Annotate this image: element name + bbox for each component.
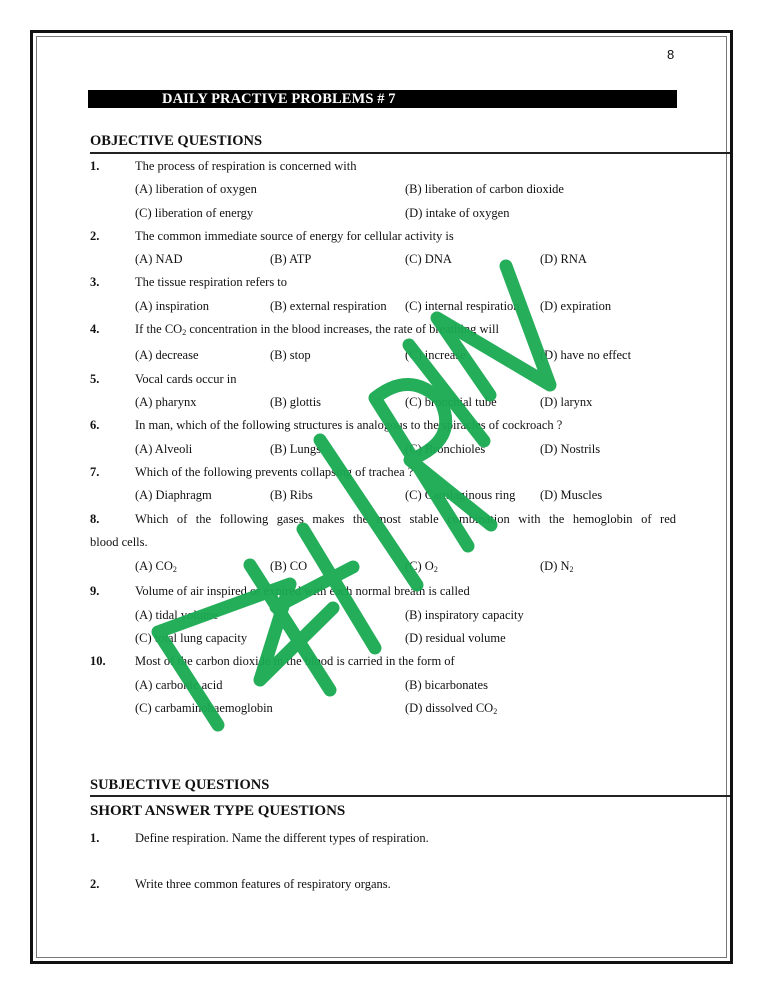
option-c: (C) carbaminohaemoglobin	[135, 701, 273, 715]
question-text: Define respiration. Name the different types of respiration.	[135, 831, 429, 845]
question-text-part: concentration in the blood increases, the rate of breathing will	[186, 322, 499, 336]
option-text: (C) O	[405, 559, 434, 573]
subscript: 2	[569, 565, 574, 574]
question-number: 8.	[90, 512, 100, 526]
option-text: (D) dissolved CO	[405, 701, 494, 715]
question-text-part: If the CO	[135, 322, 183, 336]
subscript: 2	[493, 707, 498, 716]
option-b: (B) Ribs	[270, 488, 313, 502]
subjective-heading: SUBJECTIVE QUESTIONS	[90, 777, 270, 793]
subjective-rule	[90, 795, 730, 797]
option-b: (B) inspiratory capacity	[405, 608, 524, 622]
question-text: Which of the following prevents collapsing of trachea ?	[135, 465, 414, 479]
question-text: The tissue respiration refers to	[135, 275, 288, 289]
question-text: Volume of air inspired or expired with each normal breath is called	[135, 584, 470, 598]
option-a: (A) decrease	[135, 348, 199, 362]
question-text: Which of the following gases makes the most stable combination with the hemoglobin of red	[135, 512, 676, 526]
question-number: 2.	[90, 229, 100, 243]
option-b: (B) bicarbonates	[405, 678, 488, 692]
short-answer-heading: SHORT ANSWER TYPE QUESTIONS	[90, 803, 346, 819]
option-b: (B) Lungs	[270, 442, 322, 456]
question-number: 3.	[90, 275, 100, 289]
question-text: Write three common features of respiratory organs.	[135, 877, 391, 891]
question-number: 4.	[90, 322, 100, 336]
option-d	[405, 701, 497, 716]
option-b	[270, 559, 307, 574]
option-b: (B) glottis	[270, 395, 322, 409]
objective-rule	[90, 152, 730, 154]
option-a: (A) Diaphragm	[135, 488, 212, 502]
question-text: Most of the carbon dioxide in the blood is carried in the form of	[135, 654, 455, 668]
option-a: (A) pharynx	[135, 395, 197, 409]
question-text: The process of respiration is concerned with	[135, 159, 357, 173]
option-b: (B) external respiration	[270, 299, 387, 313]
option-d: (D) larynx	[540, 395, 593, 409]
option-d: (D) residual volume	[405, 631, 506, 645]
option-b: (B) ATP	[270, 252, 312, 266]
question-text	[135, 322, 499, 337]
option-d: (D) intake of oxygen	[405, 206, 510, 220]
question-number: 10.	[90, 654, 106, 668]
question-text: Vocal cards occur in	[135, 372, 237, 386]
option-c: (C) increase	[405, 348, 466, 362]
option-text: (A) CO	[135, 559, 173, 573]
option-d: (D) Muscles	[540, 488, 603, 502]
option-a: (A) carbonic acid	[135, 678, 223, 692]
option-c: (C) internal respiration	[405, 299, 520, 313]
subscript: 2	[172, 565, 177, 574]
question-number: 9.	[90, 584, 100, 598]
subscript: 2	[433, 565, 438, 574]
question-number: 1.	[90, 831, 100, 845]
option-a: (A) inspiration	[135, 299, 209, 313]
option-d: (D) have no effect	[540, 348, 632, 362]
option-a: (A) Alveoli	[135, 442, 193, 456]
option-c: (C) Bronchioles	[405, 442, 486, 456]
option-d: (D) Nostrils	[540, 442, 601, 456]
option-c: (C) Cartilaginous ring	[405, 488, 516, 502]
option-b: (B) liberation of carbon dioxide	[405, 182, 564, 196]
question-text: The common immediate source of energy for cellular activity is	[135, 229, 454, 243]
question-text-continued: blood cells.	[90, 535, 148, 549]
page-number: 8	[667, 47, 675, 62]
option-d: (D) RNA	[540, 252, 587, 266]
option-c	[405, 559, 438, 574]
question-number: 2.	[90, 877, 100, 891]
question-number: 6.	[90, 418, 100, 432]
option-c: (C) total lung capacity	[135, 631, 248, 645]
option-a	[135, 559, 177, 574]
subscript: 2	[182, 328, 187, 337]
option-c: (C) DNA	[405, 252, 452, 266]
option-text: (D) N	[540, 559, 570, 573]
option-d: (D) expiration	[540, 299, 612, 313]
option-d	[540, 559, 574, 574]
option-c: (C) liberation of energy	[135, 206, 254, 220]
option-a: (A) liberation of oxygen	[135, 182, 257, 196]
question-number: 1.	[90, 159, 100, 173]
option-b: (B) stop	[270, 348, 311, 362]
question-number: 5.	[90, 372, 100, 386]
option-a: (A) NAD	[135, 252, 183, 266]
option-c: (C) bronchial tube	[405, 395, 497, 409]
question-text: In man, which of the following structures is analogous to the spiracles of cockroach ?	[135, 418, 563, 432]
page-title: DAILY PRACTIVE PROBLEMS # 7	[162, 91, 396, 107]
question-number: 7.	[90, 465, 100, 479]
option-text: (B) CO	[270, 559, 308, 573]
objective-heading: OBJECTIVE QUESTIONS	[90, 133, 263, 149]
option-a: (A) tidal volume	[135, 608, 219, 622]
